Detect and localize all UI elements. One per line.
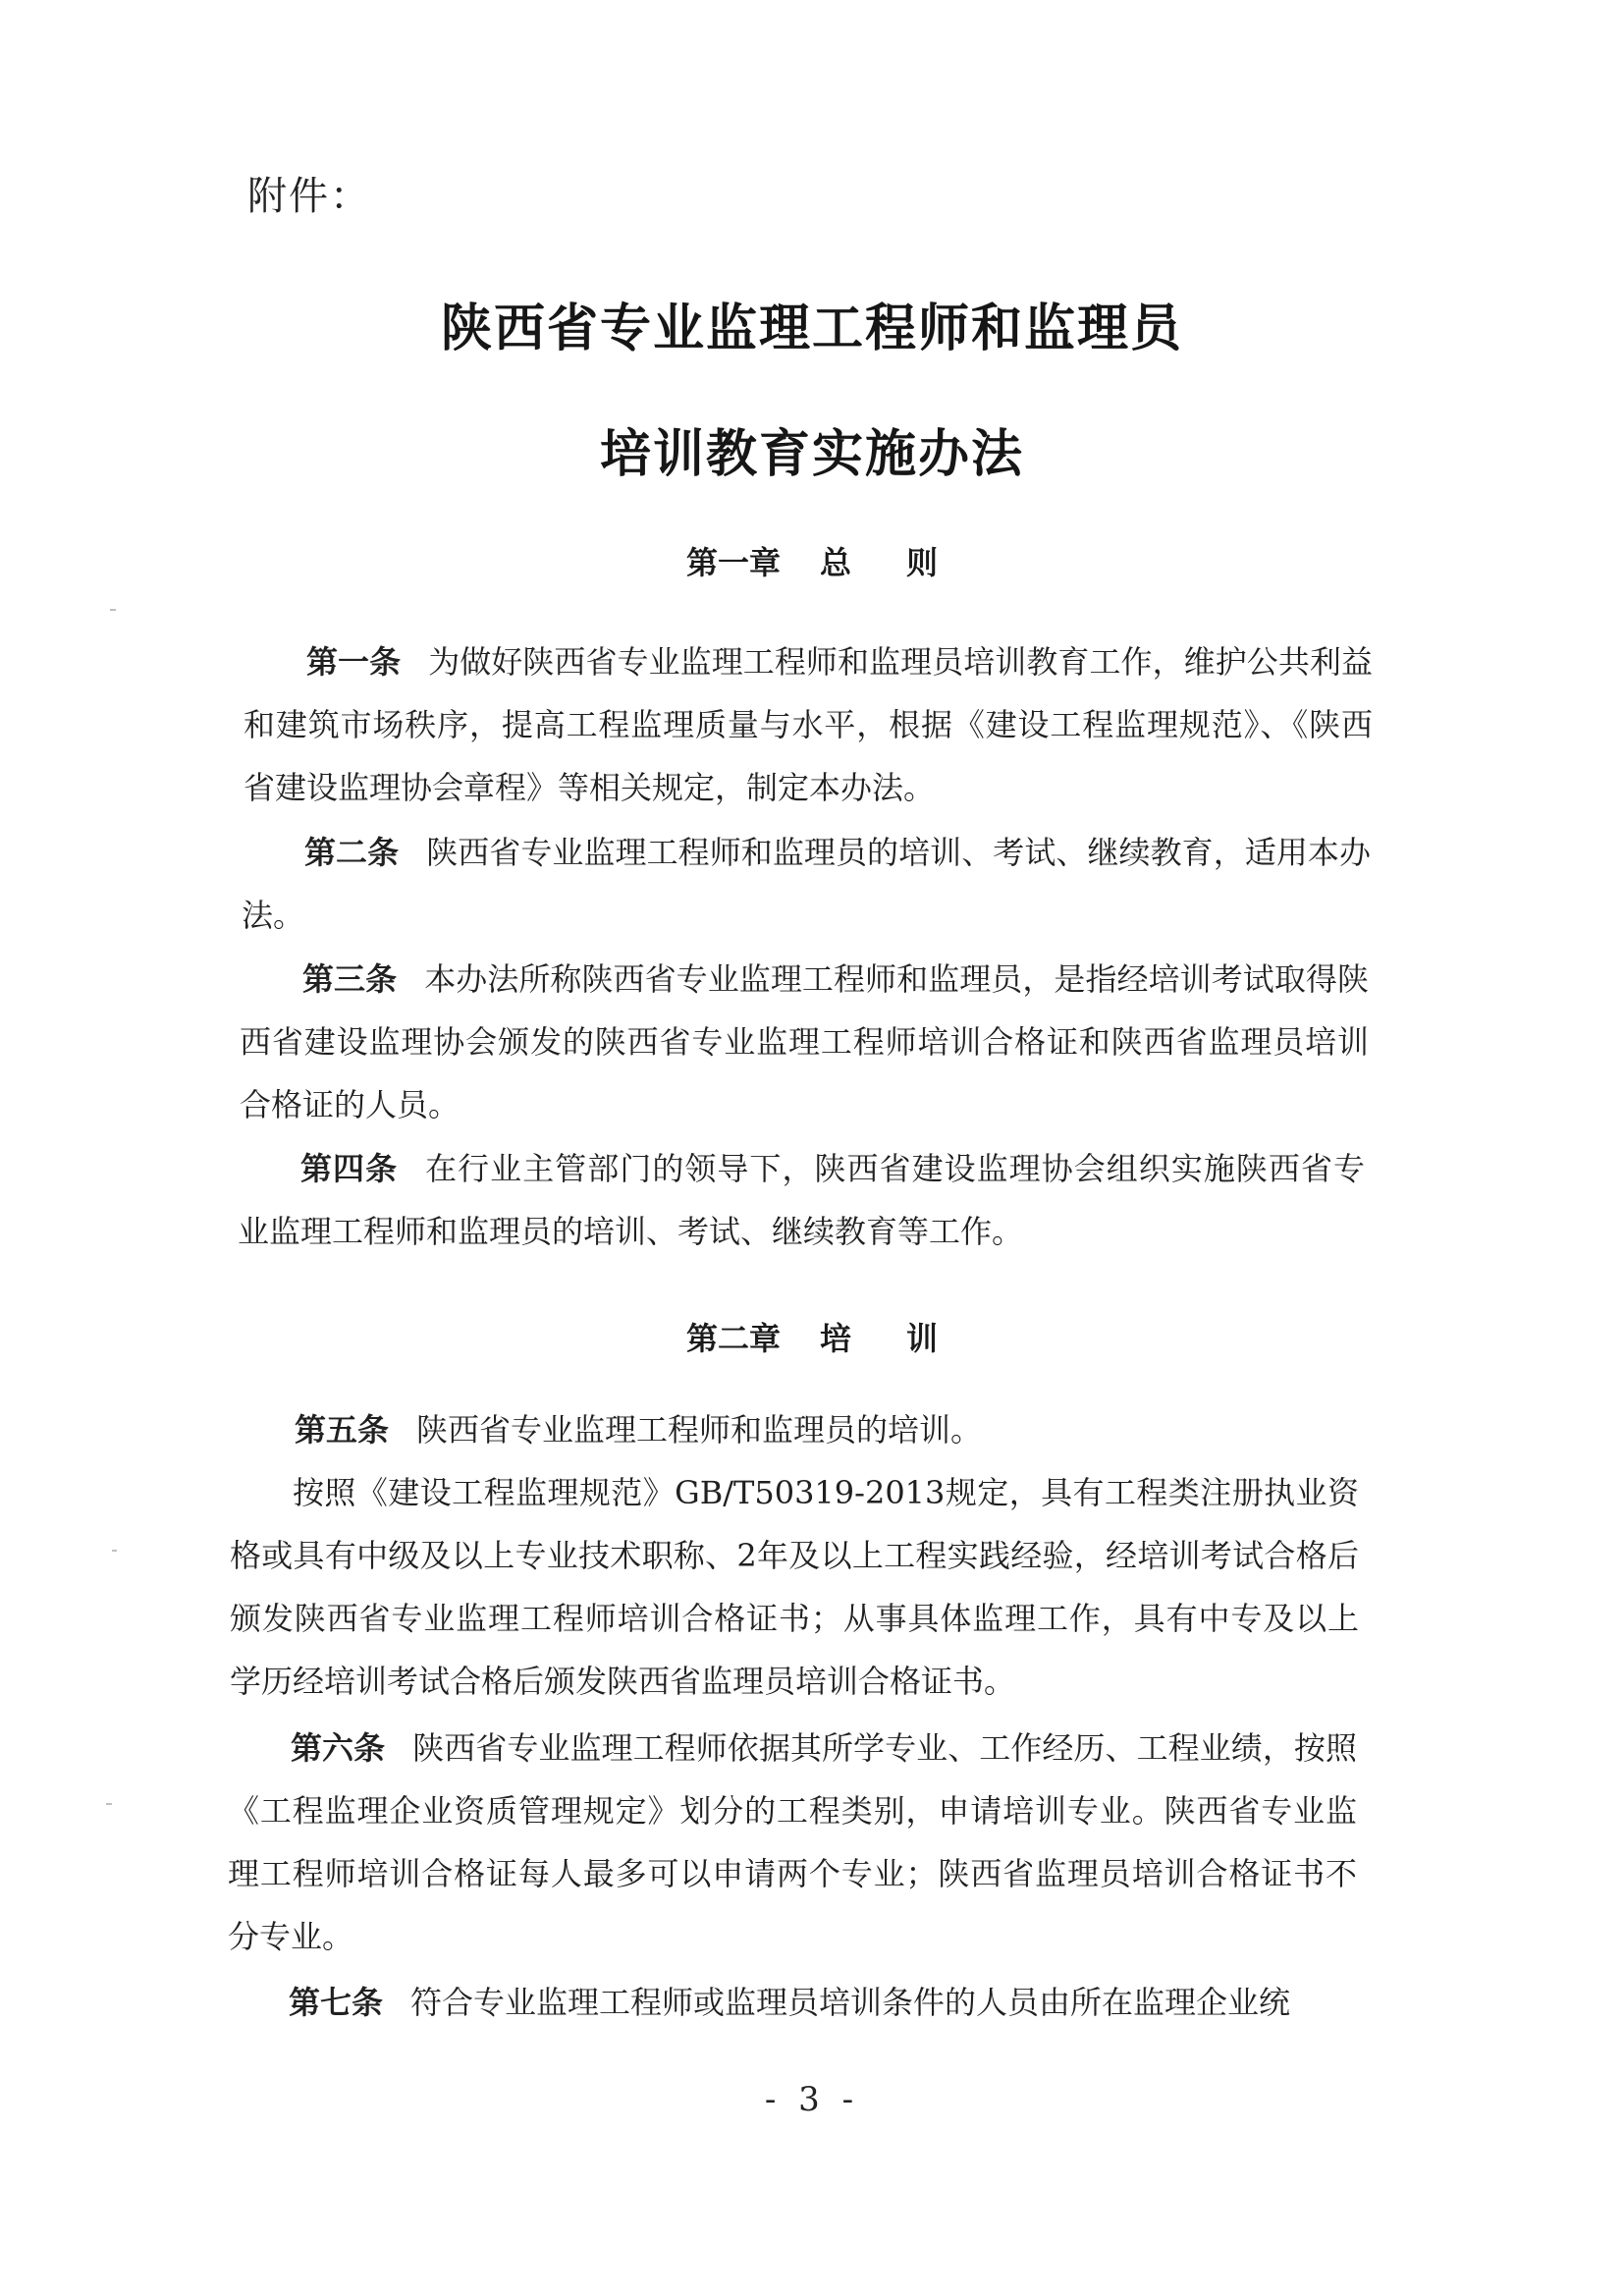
article-label: 第六条 bbox=[291, 1729, 386, 1767]
chapter-name-char: 培 bbox=[819, 1320, 851, 1357]
attachment-label: 附件： bbox=[247, 174, 371, 219]
chapter-number: 第一章 bbox=[685, 544, 781, 581]
scan-speck bbox=[110, 609, 116, 611]
article-text: 本办法所称陕西省专业监理工程师和监理员，是指经培训考试取得陕西省建设监理协会颁发的陕西省专业监理工程师培训合格证和陕西省监理员培训合格证的人员。 bbox=[240, 960, 1369, 1123]
article-2 bbox=[242, 821, 1371, 947]
article-1 bbox=[244, 630, 1373, 819]
article-5-body: 按照《建设工程监理规范》GB/T50319-2013规定，具有工程类注册执业资格或具有中级及以上专业技术职称、2年及以上工程实践经验，经培训考试合格后颁发陕西省专业监理工程师培训合格证书；从事具体监理工作，具有中专及以上学历经培训考试合格后颁发陕西省监理员培训合格证书。 bbox=[230, 1474, 1359, 1700]
article-label: 第二条 bbox=[304, 834, 400, 871]
article-text: 陕西省专业监理工程师依据其所学专业、工作经历、工程业绩，按照《工程监理企业资质管理规定》划分的工程类别，申请培训专业。陕西省专业监理工程师培训合格证每人最多可以申请两个专业；陕西省监理员培训合格证书不分专业。 bbox=[228, 1729, 1357, 1955]
scan-speck bbox=[112, 1550, 117, 1552]
page-number: - 3 - bbox=[764, 2080, 860, 2119]
article-7 bbox=[226, 1971, 1355, 2034]
chapter-2-heading bbox=[0, 1314, 1624, 1359]
article-label: 第四条 bbox=[300, 1150, 399, 1187]
chapter-name-char: 训 bbox=[906, 1320, 939, 1357]
chapter-name-char: 则 bbox=[906, 544, 939, 581]
article-label: 第五条 bbox=[295, 1411, 390, 1449]
article-label: 第七条 bbox=[289, 1984, 384, 2021]
article-label: 第一条 bbox=[306, 643, 402, 681]
article-text: 符合专业监理工程师或监理员培训条件的人员由所在监理企业统 bbox=[410, 1984, 1291, 2021]
article-text: 在行业主管部门的领导下，陕西省建设监理协会组织实施陕西省专业监理工程师和监理员的培训、考试、继续教育等工作。 bbox=[238, 1150, 1365, 1250]
scan-speck bbox=[106, 1803, 112, 1805]
chapter-name-char: 总 bbox=[819, 544, 851, 581]
document-title-line1: 陕西省专业监理工程师和监理员 bbox=[440, 300, 1183, 358]
article-3 bbox=[240, 948, 1369, 1136]
article-4 bbox=[238, 1137, 1365, 1263]
chapter-1-heading bbox=[0, 538, 1624, 583]
document-title-line2: 培训教育实施办法 bbox=[599, 425, 1024, 484]
article-text: 为做好陕西省专业监理工程师和监理员培训教育工作，维护公共利益和建筑市场秩序，提高工程监理质量与水平，根据《建设工程监理规范》、《陕西省建设监理协会章程》等相关规定，制定本办法。 bbox=[244, 643, 1373, 806]
article-text: 陕西省专业监理工程师和监理员的培训。 bbox=[416, 1411, 983, 1449]
chapter-number: 第二章 bbox=[685, 1320, 781, 1357]
article-text: 陕西省专业监理工程师和监理员的培训、考试、继续教育，适用本办法。 bbox=[242, 834, 1371, 934]
article-6 bbox=[228, 1717, 1357, 1968]
article-5 bbox=[232, 1398, 1361, 1461]
article-label: 第三条 bbox=[302, 960, 398, 998]
